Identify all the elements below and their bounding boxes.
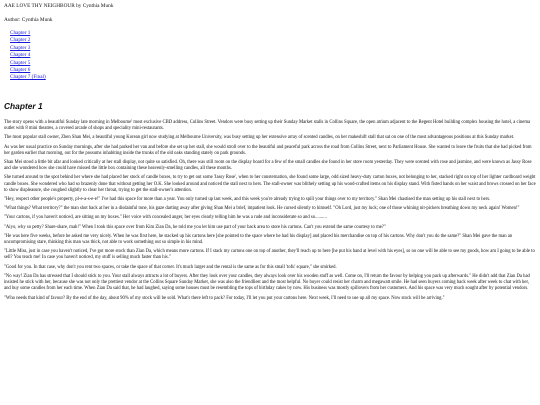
toc-item <box>10 45 46 52</box>
toc-item <box>10 60 46 67</box>
paragraph: "Who needs that kind of favour? By the end of the day, about 90% of my stock will be sold. What's there left to pack? For today, I'll let you put your cartons here. Next week, I'll need to use up all my space. Now stock will be arriving." <box>4 295 445 301</box>
paragraph: The most popular stall owner, Zhen Shan Mei, a beautiful young Korean girl now studying at Melbourne University, was busy setting up her extensive array of scented candles, on her makeshift stall that sat on one of the most advantageous positions at this Sunday market. <box>4 135 515 141</box>
toc-link-chapter-2[interactable]: Chapter 2 <box>10 37 31 44</box>
toc-item <box>10 37 46 44</box>
paragraph: "Little Miss, just in case you haven't noticed, I've got more stock than Zian Da, which means more cartons. If I stack my cartons one on top of another, they'll reach up to here [he put his hand at level with his eyes], so no one will be able to see my goods, how am I going to be able to sell? You teach me! In case you haven't noticed, my stuff is selling much faster than his." <box>4 249 535 261</box>
paragraph: "Hey, respect other people's property, pl-e-a-s-e-e!" I've had this space for more than a year. You only turned up last week, and this week you're already trying to spill your things over to my territory." Shan Mei chastised the man setting up his stall next to hers. <box>4 196 491 202</box>
toc-link-chapter-5[interactable]: Chapter 5 <box>10 59 31 66</box>
paragraph: She turned around to the spot behind her where she had placed her stock of candle boxes, to try to get out some 'Jassy Rose', when to her consternation, she found some large, odd sized heavy-duty carton boxes, not belonging to her, stacked right on top of her lighter cardboard weight candle boxes. She wondered who had so brazenly done that without getting her O.K. She looked around and noticed the stall next to hers. The stall-owner was blithely setting up his wood-crafted items on his display stand. With fisted hands on her waist and brows crossed on her face to show displeasure, she coughed slightly to clear her throat, trying to get the stall-owner's attention. <box>4 175 536 193</box>
toc-link-chapter-1[interactable]: Chapter 1 <box>10 30 31 36</box>
paragraph: Shan Mei stood a little bit afar and looked critically at her stall display, not quite so satisfied. Oh, there was still room on the display board for a few of the small candles she found in her store room yesterday. They were scented with rose and jasmine, and were known as Jassy Rose and she wondered how she could have missed the little box containing these heavenly-smelling candles, all these months. <box>4 160 532 172</box>
paragraph: "He was here five weeks, before he asked me very nicely. When he was first here, he stacked up his cartons here [she pointed to the space where he had his display] and placed his merchandise on top of his cartons. Why don't you do the same?" Shan Mei gave the man an uncompromising stare, thinking this man was thick, not able to work something out so simple in his mind. <box>4 234 513 246</box>
document-author: Author: Cynthia Munk <box>4 17 53 23</box>
document-title: AAE LOVE THY NEIGHBOUR by Cynthia Munk <box>4 3 114 9</box>
paragraph: The story opens with a beautiful Sunday late morning in Melbourne' most exclusive CBD address, Collins Street. Vendors were busy setting up their Sunday Market stalls in Collins Square, the open atrium adjacent to the Regent Hotel building complex housing the hotel, a cinema outlet with 8 mini theatres, a covered arcade of shops and speciality mini-restaurants. <box>4 120 531 132</box>
paragraph: "No way! Zian Da has stressed that I should stick to you. Your stall always attracts a lot of buyers. After they look over your candles, they always look over his wooden stuff as well. Come on, I'll return the favour by helping you pack up afterwards." He didn't add that Zian Da had insisted he stick with her, because she was not only the prettiest vendor at the Collins Square Sunday Market, she was also the friendliest and the most helpful. No buyer could resist her charm and megawatt smile. He had seen buyers coming back week after week to chat with her, and buy some candles from her each time. When Zian Da said that, he had laughed, saying some houses must be resembling the tops of birthday cakes by now. His business was mostly spillovers from her customers. And his space was very much sought after by potential vendors. <box>4 274 530 292</box>
toc-link-chapter-3[interactable]: Chapter 3 <box>10 44 31 51</box>
paragraph: "Good for you. In that case, why don't you rent two spaces, or take the space of that corner. It's much larger and the rental is the same as for this small 'tofu' square," she smirked. <box>4 264 337 270</box>
toc-item <box>10 30 46 37</box>
toc-link-chapter-4[interactable]: Chapter 4 <box>10 52 31 59</box>
toc-link-chapter-7[interactable]: Chapter 7 (Final) <box>10 74 46 81</box>
chapter-heading: Chapter 1 <box>4 101 43 111</box>
paragraph: "Your cartons, if you haven't noticed, are sitting on my boxes." Her voice with concealed anger, her eyes clearly telling him he was a rude and inconsiderate so and so.......... <box>4 215 327 221</box>
paragraph: "Aiyo, why so petty? Share-share, mah!" When I took this space over from Kim Zian Da, he told me you let him use part of your back area to store his cartons. Can't you extend the same courtesy to me?" <box>4 224 386 230</box>
toc-link-chapter-6[interactable]: Chapter 6 <box>10 67 31 74</box>
toc-item <box>10 52 46 59</box>
toc-item <box>10 74 46 81</box>
paragraph: As was her usual practice on Sunday mornings, after she had parked her van and before she set up her stall, she would stroll over to the beautiful and peaceful park across the road from Collins Street, next to Parliament House. She wanted to leave the fruits that she had picked from her garden earlier that morning, out for the possums inhabiting inside the trunks of the old oaks standing stately on park grounds. <box>4 144 532 156</box>
chapter-body <box>4 120 536 305</box>
paragraph: "What things? What territory?" the man shot back at her in a disdainful tone, his gaze darting away after giving Shan Mei a brief, impatient look. He cursed silently to himself. "Oh Lord, just my luck; one of those whining nit-pickers breathing down my neck again! Women!" <box>4 206 520 212</box>
table-of-contents <box>10 30 46 82</box>
